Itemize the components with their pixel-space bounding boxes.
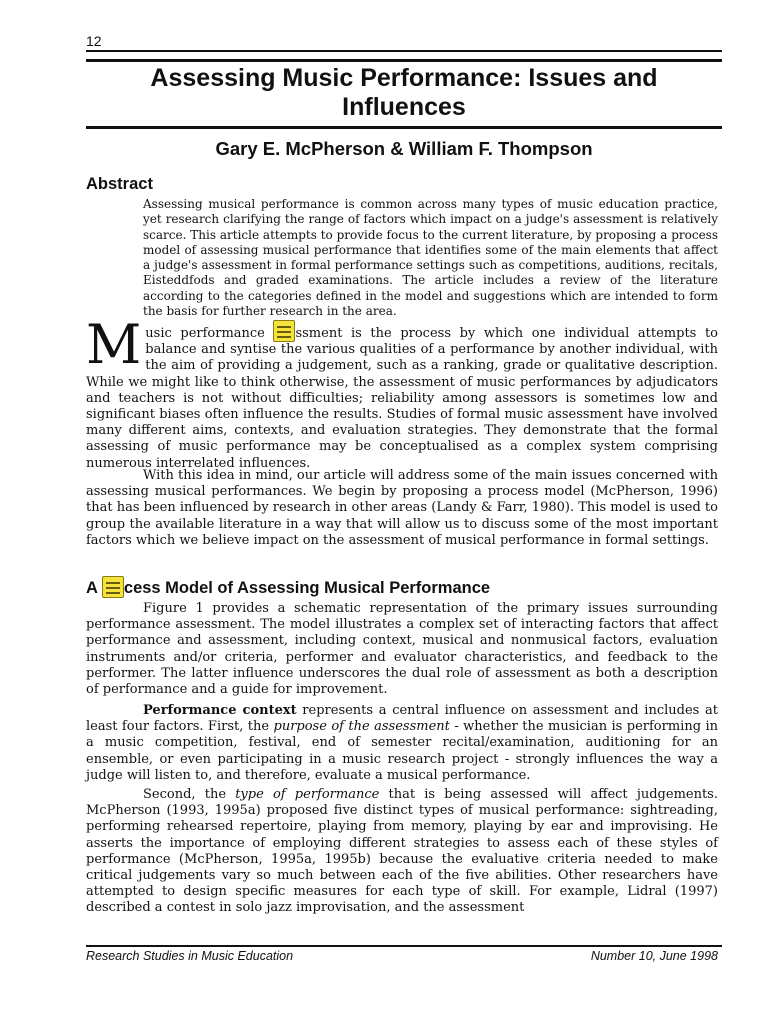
dropcap: M xyxy=(86,313,142,376)
intro-text-end: ise the various qualities of a performance by another individual, with the aim of providing a judgement, such as a ranking, grade or qualitative description. While we might like to think otherwise, the assessment of music performances by adjudicators and teachers is not without difficulties; reliability among assessors is sometimes low and significant biases often influence the results. Studies of formal music assessment have involved many different aims, contexts, and evaluation strategies. They demonstrate that the formal assessing of music performance may be conceptualised as a complex system comprising numerous interrelated influences. xyxy=(86,342,719,471)
page-number: 12 xyxy=(86,33,102,49)
section-heading-end: cess Model of Assessing Musical Performance xyxy=(123,579,491,597)
sticky-note-icon[interactable] xyxy=(273,320,295,342)
abstract-heading: Abstract xyxy=(86,175,153,193)
purpose-term: purpose of the assessment xyxy=(273,719,450,735)
footer-rule xyxy=(86,945,722,947)
intro-text-mid: ssment is the process by which one individual attempts to balance and synt xyxy=(145,326,718,358)
intro-paragraph-2: With this idea in mind, our article will address some of the main issues concerned with assessing musical performances. We begin by proposing a process model (McPherson, 1996) that has been influenced by research in other areas (Landy & Farr, 1980). This model is used to group the available literature in a way that will allow us to discuss some of the most important factors which we believe impact on the assessment of musical performance in formal settings. xyxy=(86,468,718,548)
journal-name: Research Studies in Music Education xyxy=(86,949,294,963)
section-paragraph-3 xyxy=(86,787,718,917)
header-rule-thick xyxy=(86,59,722,62)
p2-text-b: - whether the musician is performing in a music competition, festival, end of semester recital/examination, auditioning for an ensemble, or even participating in a music research project - strongly influences the way a judge will listen to, and therefore, evaluate a musical performance. xyxy=(86,719,718,783)
abstract-text: Assessing musical performance is common across many types of music education practice, yet research clarifying the range of factors which impact on a judge's assessment is relatively scarce. This article attempts to provide focus to the current literature, by proposing a process model of assessing musical performance that identifies some of the main elements that affect a judge's assessment in formal performance settings such as competitions, auditions, recitals, Eisteddfods and graded examinations. The article includes a review of the literature according to the categories defined in the model and suggestions which are intended to form the basis for further research in the area. xyxy=(143,197,718,319)
issue-info: Number 10, June 1998 xyxy=(590,949,718,963)
p3-text-a: Second, the xyxy=(143,787,236,802)
intro-text-start: usic performance xyxy=(145,326,274,341)
p2-text-a: represents a central influence on assessment and includes at least four factors. First, the xyxy=(86,703,718,735)
section-paragraph-1: Figure 1 provides a schematic representation of the primary issues surrounding performance assessment. The model illustrates a complex set of interacting factors that affect performance and assessment, including context, musical and nonmusical factors, evaluation instruments and/or criteria, performer and evaluator characteristics, and feedback to the performer. The latter influence underscores the dual role of assessment as both a description of performance and a guide for improvement. xyxy=(86,601,718,698)
section-heading-start: A xyxy=(86,579,102,597)
performance-context-term: Performance context xyxy=(143,703,297,718)
sticky-note-icon[interactable] xyxy=(102,576,124,598)
title-rule xyxy=(86,126,722,129)
intro-paragraph xyxy=(86,313,719,472)
section-paragraph-2 xyxy=(86,703,718,784)
article-authors: Gary E. McPherson & William F. Thompson xyxy=(215,138,593,159)
header-rule xyxy=(86,50,722,52)
section-heading xyxy=(86,576,490,598)
p3-text-b: that is being assessed will affect judgements. McPherson (1993, 1995a) proposed five distinct types of musical performance: sightreading, performing rehearsed repertoire, playing from memory, playing by ear and improvising. He asserts the importance of employing different strategies to assess each of these styles of performance (McPherson, 1995a, 1995b) because the evaluative criteria needed to make critical judgements vary so much between each of the five abilities. Other researchers have attempted to design specific measures for each type of skill. For example, Lidral (1997) described a contest in solo jazz improvisation, and the assessment xyxy=(86,787,718,916)
article-title: Assessing Music Performance: Issues and Influences xyxy=(150,64,658,121)
type-of-performance-term: type of performance xyxy=(235,787,380,802)
